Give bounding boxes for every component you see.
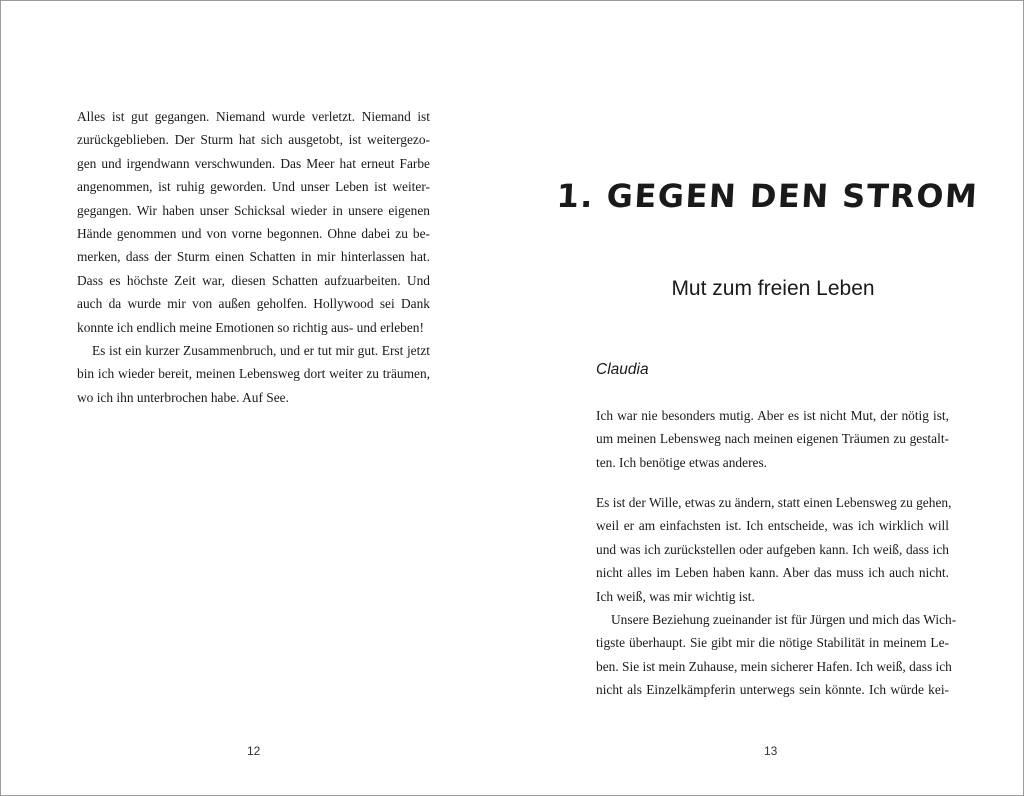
left-page-body	[77, 105, 430, 409]
right-paragraph-1	[596, 404, 949, 474]
text-line: ten. Ich benötige etwas anderes.	[596, 454, 768, 470]
page-number-right: 13	[764, 744, 778, 758]
text-line: Ich weiß, was mir wichtig ist.	[596, 588, 755, 604]
left-page	[1, 1, 512, 795]
right-page	[512, 1, 1023, 795]
text-line: bin ich wieder bereit, meinen Lebensweg dort weiter zu träumen,	[77, 366, 430, 382]
text-line: zurückgeblieben. Der Sturm hat sich ausgetobt, ist weitergezo-	[77, 132, 430, 148]
text-line: weil er am einfachsten ist. Ich entscheide, was ich wirklich will	[596, 518, 949, 534]
text-line: Unsere Beziehung zueinander ist für Jürgen und mich das Wich-	[611, 612, 957, 628]
right-paragraph-2	[596, 491, 957, 702]
text-line: ben. Sie ist mein Zuhause, mein sicherer Hafen. Ich weiß, dass ich	[596, 658, 952, 674]
text-line: wo ich ihn unterbrochen habe. Auf See.	[77, 389, 289, 405]
text-line: um meinen Lebensweg nach meinen eigenen Träumen zu gestalt-	[596, 431, 949, 447]
text-line: nicht alles im Leben haben kann. Aber das muss ich auch nicht.	[596, 565, 949, 581]
text-line: merken, dass der Sturm einen Schatten in mir hinterlassen hat.	[77, 249, 430, 265]
text-line: auch da wurde mir von außen geholfen. Hollywood sei Dank	[77, 296, 430, 312]
text-line: gen und irgendwann verschwunden. Das Meer hat erneut Farbe	[77, 155, 430, 171]
text-line: nicht als Einzelkämpferin unterwegs sein könnte. Ich würde kei-	[596, 682, 949, 698]
text-line: Es ist ein kurzer Zusammenbruch, und er tut mir gut. Erst jetzt	[92, 343, 430, 359]
text-line: Alles ist gut gegangen. Niemand wurde verletzt. Niemand ist	[77, 109, 430, 124]
page-number-left: 12	[247, 744, 261, 758]
text-line: Dass es höchste Zeit war, diesen Schatten aufzuarbeiten. Und	[77, 272, 430, 288]
text-line: konnte ich endlich meine Emotionen so richtig aus- und erleben!	[77, 319, 424, 335]
text-line: Hände genommen und von vorne begonnen. Ohne dabei zu be-	[77, 226, 430, 242]
text-line: tigste überhaupt. Sie gibt mir die nötige Stabilität in meinem Le-	[596, 635, 949, 651]
text-line: Es ist der Wille, etwas zu ändern, statt einen Lebensweg zu gehen,	[596, 495, 952, 510]
text-line: und was ich zurückstellen oder aufgeben kann. Ich weiß, dass ich	[596, 541, 949, 557]
text-line: gegangen. Wir haben unser Schicksal wieder in unsere eigenen	[77, 202, 430, 218]
chapter-title: 1. GEGEN DEN STROM	[555, 177, 980, 215]
author-name: Claudia	[596, 361, 649, 378]
text-line: Ich war nie besonders mutig. Aber es ist nicht Mut, der nötig ist,	[596, 408, 949, 423]
text-line: angenommen, ist ruhig geworden. Und unser Leben ist weiter-	[77, 179, 430, 195]
chapter-subtitle: Mut zum freien Leben	[671, 277, 875, 300]
